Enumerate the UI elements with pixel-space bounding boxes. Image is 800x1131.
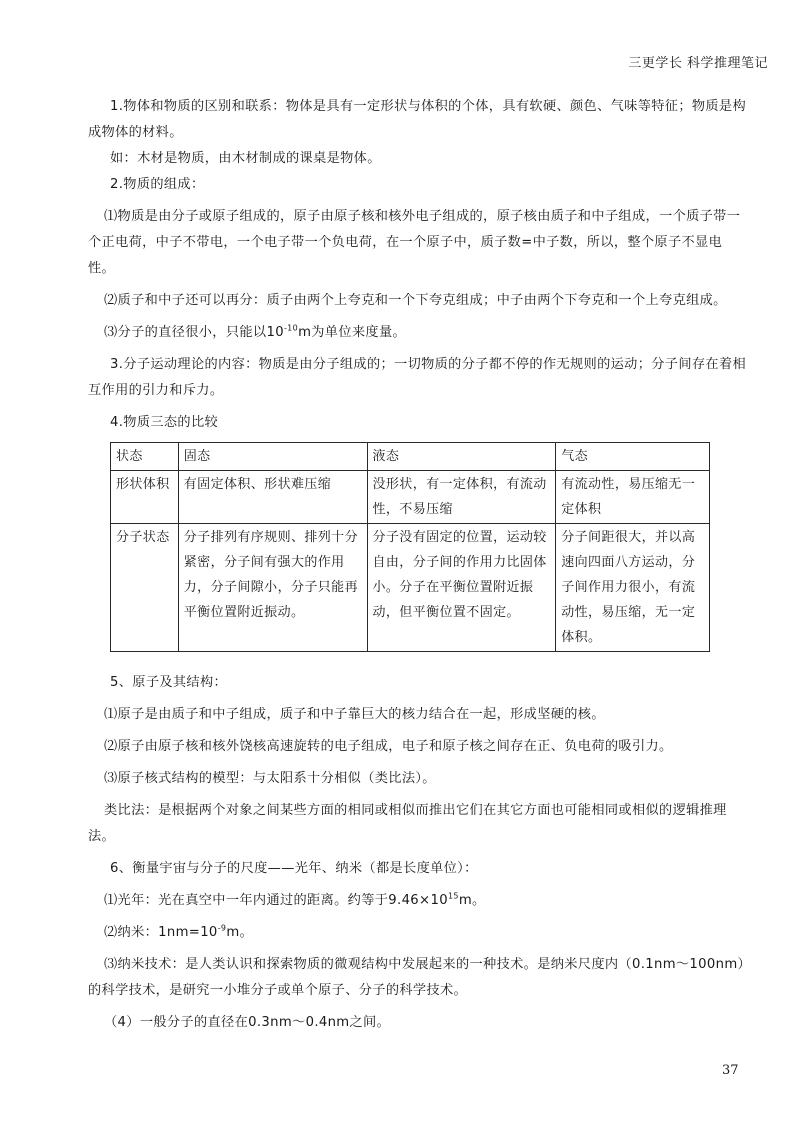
table-cell: 分子间距很大，并以高速向四面八方运动，分子间作用力很小，有流动性，易压缩，无一定体积。 (556, 524, 710, 652)
table-cell: 没形状，有一定体积，有流动性，不易压缩 (367, 471, 556, 524)
section-5-item-3: ⑶原子核式结构的模型：与太阳系十分相似（类比法）。 (104, 771, 436, 786)
analogy-definition: 类比法：是根据两个对象之间某些方面的相同或相似而推出它们在其它方面也可能相同或相似的逻辑推理法。 (88, 803, 727, 844)
section-6-item-2: ⑵纳米：$1nm=10^{-9}m$。 (104, 923, 254, 940)
section-1-text: 1.物体和物质的区别和联系：物体是具有一定形状与体积的个体，具有软硬、颜色、气味等特征；物质是构成物体的材料。 (88, 99, 747, 140)
table-cell: 分子排列有序规则、排列十分紧密，分子间有强大的作用力，分子间隙小，分子只能再平衡位置附近振动。 (178, 524, 367, 652)
section-6-item-1: ⑴光年：光在真空中一年内通过的距离。约等于$9.46\times 10^{15}m$。 (104, 891, 486, 908)
section-5-item-2: ⑵原子由原子核和核外饶核高速旋转的电子组成，电子和原子核之间存在正、负电荷的吸引力。 (104, 739, 673, 754)
table-header-cell: 液态 (367, 443, 556, 471)
table-row (111, 471, 710, 524)
table-cell: 有固定体积、形状难压缩 (178, 471, 367, 524)
table-row (111, 524, 710, 652)
table-cell: 有流动性，易压缩无一定体积 (556, 471, 710, 524)
section-2-item-3: ⑶分子的直径很小，只能以$10^{-10}m$为单位来度量。 (104, 323, 407, 340)
section-2-item-2: ⑵质子和中子还可以再分：质子由两个上夸克和一个下夸克组成；中子由两个下夸克和一个上夸克组成。 (104, 293, 727, 308)
table-header-cell: 固态 (178, 443, 367, 471)
table-cell: 分子状态 (111, 524, 179, 652)
section-4-title: 4.物质三态的比较 (110, 415, 219, 430)
table-cell: 形状体积 (111, 471, 179, 524)
table-header-cell: 气态 (556, 443, 710, 471)
section-2-item-1: ⑴物质是由分子或原子组成的，原子由原子核和核外电子组成的，原子核由质子和中子组成，一个质子带一个正电荷，中子不带电，一个电子带一个负电荷，在一个原子中，质子数=中子数，所以，整个原子不显电性。 (88, 209, 741, 276)
section-6-item-3: ⑶纳米技术：是人类认识和探索物质的微观结构中发展起来的一种技术。是纳米尺度内（0.1nm～100nm）的科学技术，是研究一小堆分子或单个原子、分子的科学技术。 (88, 957, 745, 998)
table-header-cell: 状态 (111, 443, 179, 471)
section-3-text: 3.分子运动理论的内容：物质是由分子组成的；一切物质的分子都不停的作无规则的运动；分子间存在着相互作用的引力和斥力。 (88, 357, 747, 398)
page-number: 37 (722, 1063, 739, 1078)
section-5-item-1: ⑴原子是由质子和中子组成，质子和中子靠巨大的核力结合在一起，形成坚硬的核。 (104, 707, 605, 722)
document-body (88, 94, 748, 1036)
page-header: 三更学长 科学推理笔记 (628, 56, 768, 71)
section-6-title: 6、衡量宇宙与分子的尺度——光年、纳米（都是长度单位）： (110, 861, 478, 876)
section-6-item-4: （4）一般分子的直径在0.3nm～0.4nm之间。 (104, 1015, 391, 1030)
section-1-example: 如：木材是物质，由木材制成的课桌是物体。 (110, 151, 381, 166)
table-header-row (111, 443, 710, 471)
section-5-title: 5、原子及其结构： (110, 675, 228, 690)
states-comparison-table (110, 442, 710, 652)
section-2-title: 2.物质的组成： (110, 177, 205, 192)
table-cell: 分子没有固定的位置，运动较自由，分子间的作用力比固体小。分子在平衡位置附近振动，但平衡位置不固定。 (367, 524, 556, 652)
